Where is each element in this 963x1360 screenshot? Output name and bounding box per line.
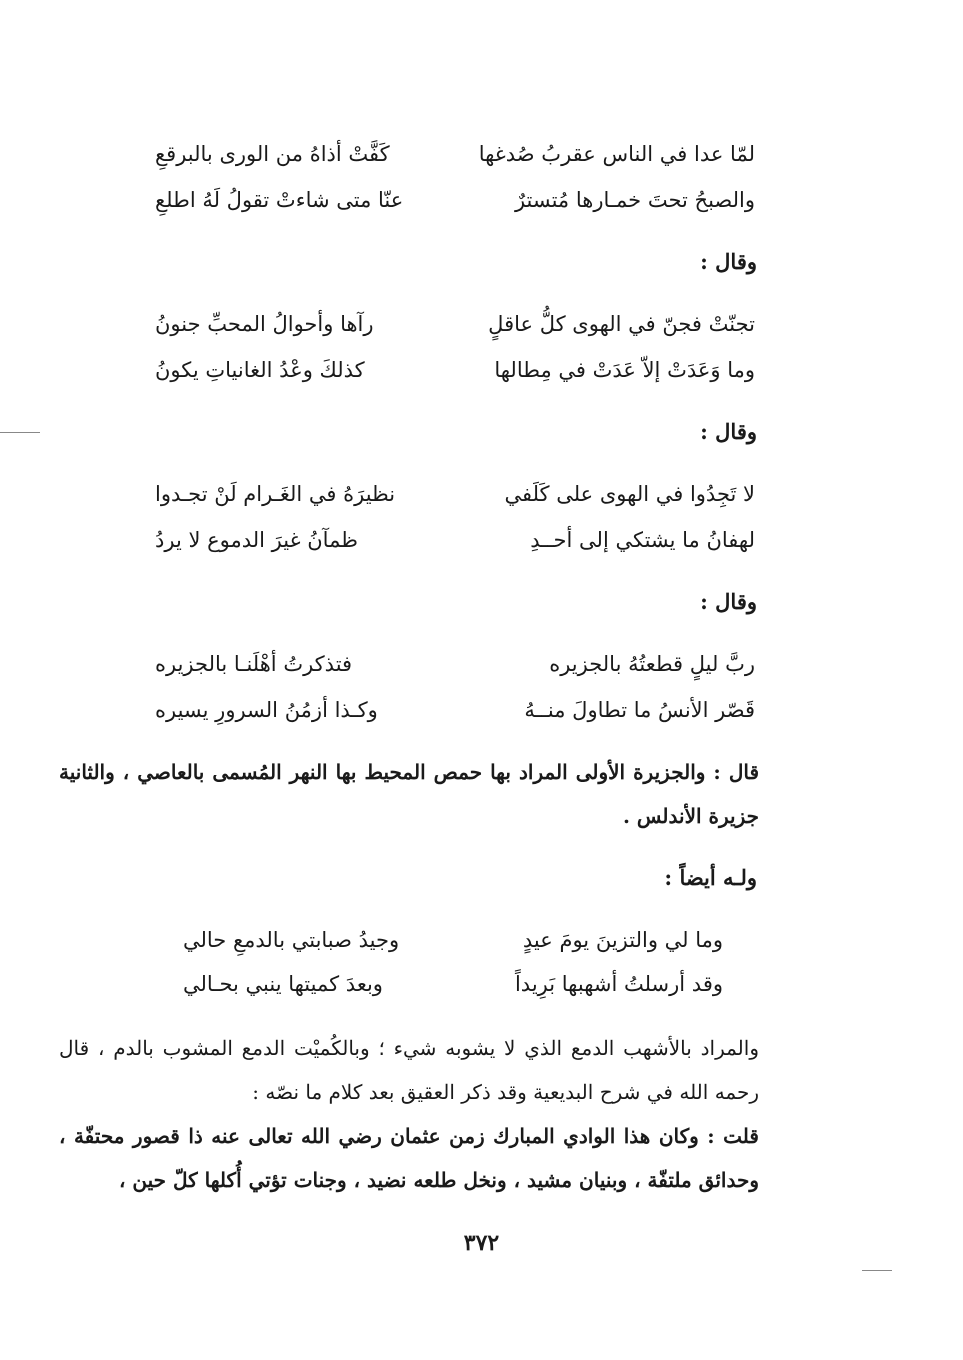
note-paragraph: قال : والجزيرة الأولى المراد بها حمص المحيط بها النهر المُسمى بالعاصي ، والثانية جزيرة الأندلس .	[59, 760, 759, 828]
hemistich-first: لمّا عدا في الناس عقربُ صُدغها	[478, 142, 755, 166]
hemistich-second: نظيرَهُ في الغَـرام لَنْ تجـدوا	[155, 482, 396, 506]
hemistich-first: وقد أرسلتُ أشهبها بَرِيداً	[514, 972, 723, 996]
hemistich-second: عنّا متى شاءتْ تقولُ لَهُ اطلعِ	[155, 188, 404, 212]
qal-heading: ولـه أيضاً :	[664, 865, 757, 890]
poem3-verse-1	[155, 472, 755, 516]
hemistich-second: كذلكَ وعْدُ الغانياتِ يكونُ	[155, 358, 365, 382]
page-number: ٣٧٢	[463, 1230, 500, 1256]
qal-heading: وقال :	[700, 419, 757, 444]
hemistich-second: رآها وأحوالُ المحبِّ جنونُ	[155, 312, 374, 336]
hemistich-second: وكـذا أزمُنُ السرورِ يسيره	[155, 698, 378, 722]
quote-paragraph: قلت : وكان هذا الوادي المبارك زمن عثمان رضي الله تعالى عنه ذا قصور محتفّة ، وحدائق ملتفّة ، وبنيان مشيد ، ونخل طلعه نضيد ، وجنات تؤتي أُكلها كلّ حين ،	[59, 1124, 759, 1192]
poem1-verse-2	[155, 178, 755, 222]
hemistich-first: ربَّ ليلٍ قطعتُهُ بالجزيره	[549, 652, 755, 676]
scan-artifact	[0, 432, 40, 433]
poem2-verse-2	[155, 348, 755, 392]
commentary-paragraph: والمراد بالأشهب الدمع الذي لا يشوبه شيء ؛ وبالكُميْت الدمع المشوب بالدم ، قال رحمه الله في شرح البديعية وقد ذكر العقيق بعد كلام ما نصّه :	[59, 1036, 759, 1104]
hemistich-first: وما وَعَدَتْ إلاّ عَدَتْ في مِطالها	[494, 358, 755, 382]
poem5-verse-1	[183, 918, 723, 962]
poem2-verse-1	[155, 302, 755, 346]
hemistich-second: فتذكرتُ أهْلَنـا بالجزيره	[155, 652, 353, 676]
scan-artifact	[862, 1270, 892, 1271]
qal-heading: وقال :	[700, 249, 757, 274]
hemistich-first: قَصّر الأنسُ ما تطاولَ منــهُ	[524, 698, 755, 722]
hemistich-first: لا تَجِدُوا في الهوى على كَلَفي	[504, 482, 755, 506]
hemistich-second: وبعدَ كميتها ينبي بحـالي	[183, 972, 383, 996]
hemistich-second: وجيدُ صبابتي بالدمعِ حالي	[183, 928, 400, 952]
hemistich-first: لهفانُ ما يشتكي إلى أحــدِ	[530, 528, 755, 552]
hemistich-first: وما لي والتزينَ يومَ عيدٍ	[522, 928, 723, 952]
hemistich-second: ظمآنُ غيرَ الدموع لا يردُ	[155, 528, 358, 552]
poem5-verse-2	[183, 962, 723, 1006]
qal-heading: وقال :	[700, 589, 757, 614]
hemistich-first: والصبحُ تحتَ خمـارها مُتسترٌ	[514, 188, 755, 212]
poem4-verse-1	[155, 642, 755, 686]
poem3-verse-2	[155, 518, 755, 562]
hemistich-first: تجنّتْ فجنّ في الهوى كلُّ عاقلٍ	[488, 312, 755, 336]
poem1-verse-1	[155, 132, 755, 176]
poem4-verse-2	[155, 688, 755, 732]
hemistich-second: كَفَّتْ أذاهُ من الورى بالبرقعِ	[155, 142, 390, 166]
